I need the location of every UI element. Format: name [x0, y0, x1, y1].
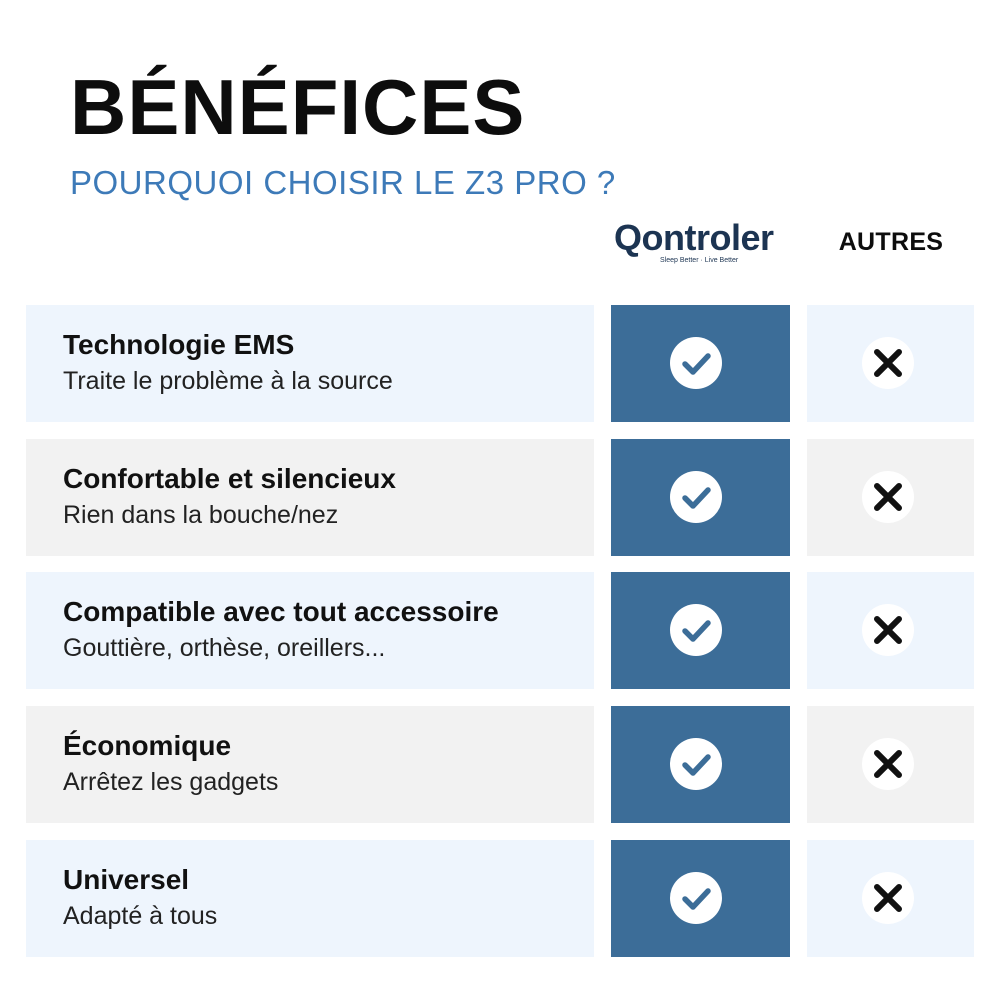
- check-circle-icon: [670, 471, 722, 523]
- cross-icon: [862, 337, 914, 389]
- check-circle-icon: [670, 337, 722, 389]
- cross-icon: [862, 604, 914, 656]
- feature-title: Confortable et silencieux: [63, 463, 396, 494]
- others-cell: [807, 305, 974, 422]
- brand-cell: [611, 572, 790, 689]
- feature-title: Compatible avec tout accessoire: [63, 596, 499, 627]
- feature-title: Économique: [63, 730, 232, 761]
- feature-description: Arrêtez les gadgets: [63, 768, 279, 796]
- feature-description: Rien dans la bouche/nez: [63, 501, 339, 529]
- table-row: [0, 572, 1000, 689]
- brand-cell: [611, 706, 790, 823]
- feature-description: Gouttière, orthèse, oreillers...: [63, 634, 386, 662]
- page-title: BÉNÉFICES: [70, 63, 526, 151]
- brand-cell: [611, 840, 790, 957]
- feature-description: Traite le problème à la source: [63, 367, 393, 395]
- others-cell: [807, 840, 974, 957]
- table-row: [0, 706, 1000, 823]
- cross-icon: [862, 471, 914, 523]
- page-subtitle: POURQUOI CHOISIR LE Z3 PRO ?: [70, 164, 616, 201]
- others-cell: [807, 439, 974, 556]
- brand-tagline: Sleep Better · Live Better: [660, 257, 739, 264]
- feature-cell: [26, 572, 594, 689]
- others-cell: [807, 706, 974, 823]
- cross-icon: [862, 872, 914, 924]
- table-row: [0, 439, 1000, 556]
- feature-cell: [26, 439, 594, 556]
- brand-logo: [614, 217, 779, 268]
- others-cell: [807, 572, 974, 689]
- check-circle-icon: [670, 604, 722, 656]
- cross-icon: [862, 738, 914, 790]
- brand-cell: [611, 305, 790, 422]
- table-row: [0, 305, 1000, 422]
- brand-cell: [611, 439, 790, 556]
- feature-title: Technologie EMS: [63, 329, 295, 360]
- table-row: [0, 840, 1000, 957]
- brand-name: Qontroler: [614, 217, 774, 258]
- feature-cell: [26, 840, 594, 957]
- feature-cell: [26, 305, 594, 422]
- feature-description: Adapté à tous: [63, 902, 218, 930]
- feature-cell: [26, 706, 594, 823]
- feature-title: Universel: [63, 864, 190, 895]
- check-circle-icon: [670, 738, 722, 790]
- check-circle-icon: [670, 872, 722, 924]
- others-column-header: AUTRES: [838, 228, 944, 256]
